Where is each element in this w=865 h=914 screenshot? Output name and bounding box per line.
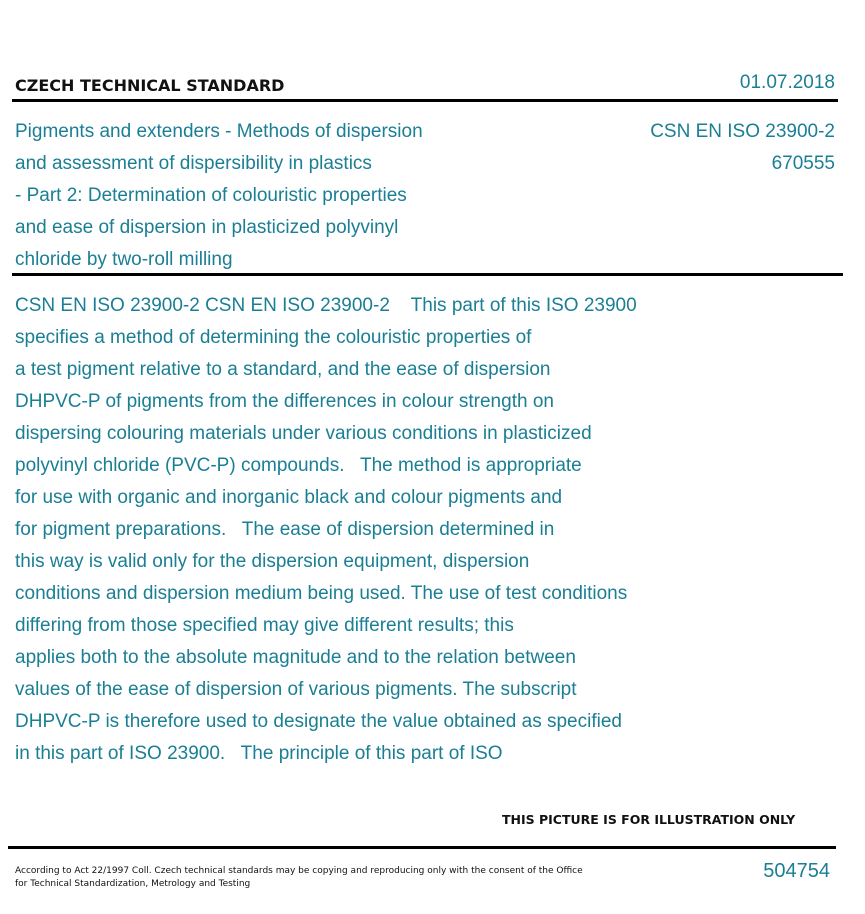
title-line: chloride by two-roll milling	[15, 249, 233, 270]
abstract-line: this way is valid only for the dispersion equipment, dispersion	[15, 551, 530, 572]
abstract-line: CSN EN ISO 23900-2 CSN EN ISO 23900-2 This part of this ISO 23900	[15, 295, 637, 316]
legal-notice-line: for Technical Standardization, Metrology and Testing	[15, 879, 251, 889]
abstract-line: polyvinyl chloride (PVC-P) compounds. The method is appropriate	[15, 455, 582, 476]
abstract-line: applies both to the absolute magnitude and to the relation between	[15, 647, 576, 668]
title-line: Pigments and extenders - Methods of dispersion	[15, 121, 423, 142]
legal-notice-line: According to Act 22/1997 Coll. Czech technical standards may be copying and reproducing only with the consent of the Office	[15, 866, 583, 876]
abstract-line: specifies a method of determining the colouristic properties of	[15, 327, 532, 348]
legal-notice	[15, 865, 583, 891]
standard-abstract	[15, 290, 755, 770]
abstract-line: for pigment preparations. The ease of dispersion determined in	[15, 519, 555, 540]
abstract-line: conditions and dispersion medium being used. The use of test conditions	[15, 583, 628, 604]
standard-code: CSN EN ISO 23900-2	[650, 121, 835, 142]
title-line: and ease of dispersion in plasticized polyvinyl	[15, 217, 399, 238]
abstract-line: differing from those specified may give different results; this	[15, 615, 514, 636]
title-line: and assessment of dispersibility in plastics	[15, 153, 372, 174]
abstract-line: for use with organic and inorganic black and colour pigments and	[15, 487, 563, 508]
standard-identifier	[650, 116, 835, 180]
standard-title	[15, 116, 535, 276]
document-type-label: CZECH TECHNICAL STANDARD	[15, 76, 285, 95]
abstract-line: values of the ease of dispersion of various pigments. The subscript	[15, 679, 577, 700]
abstract-line: in this part of ISO 23900. The principle of this part of ISO	[15, 743, 503, 764]
class-number: 670555	[771, 153, 835, 174]
abstract-line: dispersing colouring materials under various conditions in plasticized	[15, 423, 592, 444]
effective-date: 01.07.2018	[739, 72, 835, 93]
illustration-notice: THIS PICTURE IS FOR ILLUSTRATION ONLY	[502, 812, 796, 827]
bottom-divider	[8, 846, 836, 849]
abstract-line: a test pigment relative to a standard, and the ease of dispersion	[15, 359, 551, 380]
document-number: 504754	[763, 860, 830, 882]
abstract-line: DHPVC-P is therefore used to designate the value obtained as specified	[15, 711, 622, 732]
top-divider	[12, 99, 838, 102]
abstract-line: DHPVC-P of pigments from the differences in colour strength on	[15, 391, 554, 412]
title-line: - Part 2: Determination of colouristic properties	[15, 185, 407, 206]
middle-divider	[12, 273, 843, 276]
